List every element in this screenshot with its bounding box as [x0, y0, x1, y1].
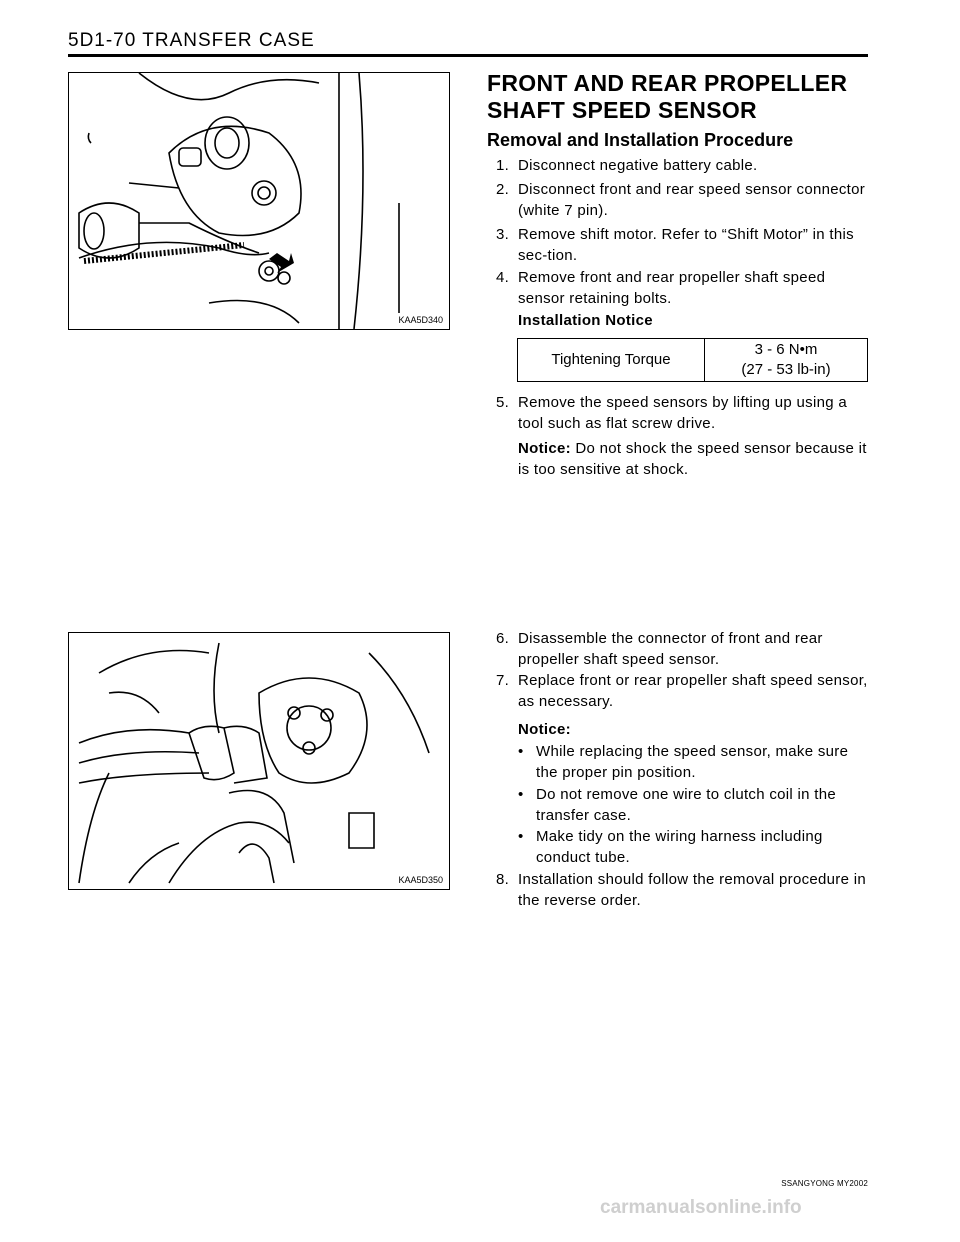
step-number: 3.	[496, 226, 510, 243]
figure-speed-sensor-location	[68, 72, 450, 330]
notice-label: Notice:	[518, 440, 571, 457]
torque-value-nm: 3 - 6 N•m	[754, 341, 818, 358]
list-item	[518, 784, 868, 826]
illustration-transfer-case-sensor	[69, 73, 449, 329]
torque-value-lbin: (27 - 53 lb-in)	[741, 361, 831, 378]
step-item	[496, 179, 868, 221]
bullet-dot: •	[518, 743, 524, 760]
bullet-dot: •	[518, 786, 524, 803]
page-header: 5D1-70 TRANSFER CASE	[68, 30, 315, 51]
torque-value-cell	[705, 339, 868, 382]
step-item	[496, 267, 868, 309]
step-text: Remove the speed sensors by lifting up using a tool such as flat screw drive.	[518, 394, 847, 432]
step-text: Installation should follow the removal procedure in the reverse order.	[518, 871, 866, 909]
step-text: Remove shift motor. Refer to “Shift Motor” in this sec-tion.	[518, 226, 854, 264]
step-item	[496, 670, 868, 712]
figure-code: KAA5D350	[398, 875, 443, 885]
list-item	[518, 741, 868, 783]
torque-table	[517, 338, 868, 382]
section-title	[487, 70, 847, 124]
step-text: Disconnect front and rear speed sensor connector (white 7 pin).	[518, 181, 866, 219]
watermark: carmanualsonline.info	[600, 1197, 802, 1218]
step-item	[496, 224, 868, 266]
step-item	[496, 392, 868, 434]
step-text: Disassemble the connector of front and rear propeller shaft speed sensor.	[518, 630, 823, 668]
header-rule	[68, 54, 868, 57]
notice-paragraph	[518, 438, 868, 480]
figure-code: KAA5D340	[398, 315, 443, 325]
bullet-text: While replacing the speed sensor, make sure the proper pin position.	[536, 743, 849, 781]
installation-notice-label: Installation Notice	[518, 312, 653, 329]
section-title-line2: SHAFT SPEED SENSOR	[487, 97, 757, 123]
step-number: 6.	[496, 630, 510, 647]
illustration-connector-disassembly	[69, 633, 449, 889]
table-row	[518, 339, 868, 382]
step-number: 1.	[496, 157, 510, 174]
step-number: 5.	[496, 394, 510, 411]
step-number: 7.	[496, 672, 510, 689]
notice-text: Do not shock the speed sensor because it is too sensitive at shock.	[518, 440, 867, 478]
step-item	[496, 869, 868, 911]
page-footer: SSANGYONG MY2002	[781, 1179, 868, 1188]
step-number: 8.	[496, 871, 510, 888]
section-title-line1: FRONT AND REAR PROPELLER	[487, 70, 848, 96]
bullet-text: Do not remove one wire to clutch coil in the transfer case.	[536, 786, 837, 824]
step-number: 4.	[496, 269, 510, 286]
step-text: Replace front or rear propeller shaft speed sensor, as necessary.	[518, 672, 868, 710]
bullet-text: Make tidy on the wiring harness including conduct tube.	[536, 828, 823, 866]
bullet-dot: •	[518, 828, 524, 845]
figure-sensor-connector	[68, 632, 450, 890]
section-subtitle: Removal and Installation Procedure	[487, 130, 794, 150]
list-item	[518, 826, 868, 868]
step-number: 2.	[496, 181, 510, 198]
step-item	[496, 628, 868, 670]
notice-label: Notice:	[518, 721, 571, 738]
torque-label-cell: Tightening Torque	[518, 339, 705, 382]
step-text: Disconnect negative battery cable.	[518, 157, 758, 174]
step-text: Remove front and rear propeller shaft speed sensor retaining bolts.	[518, 269, 826, 307]
step-item	[496, 155, 868, 176]
